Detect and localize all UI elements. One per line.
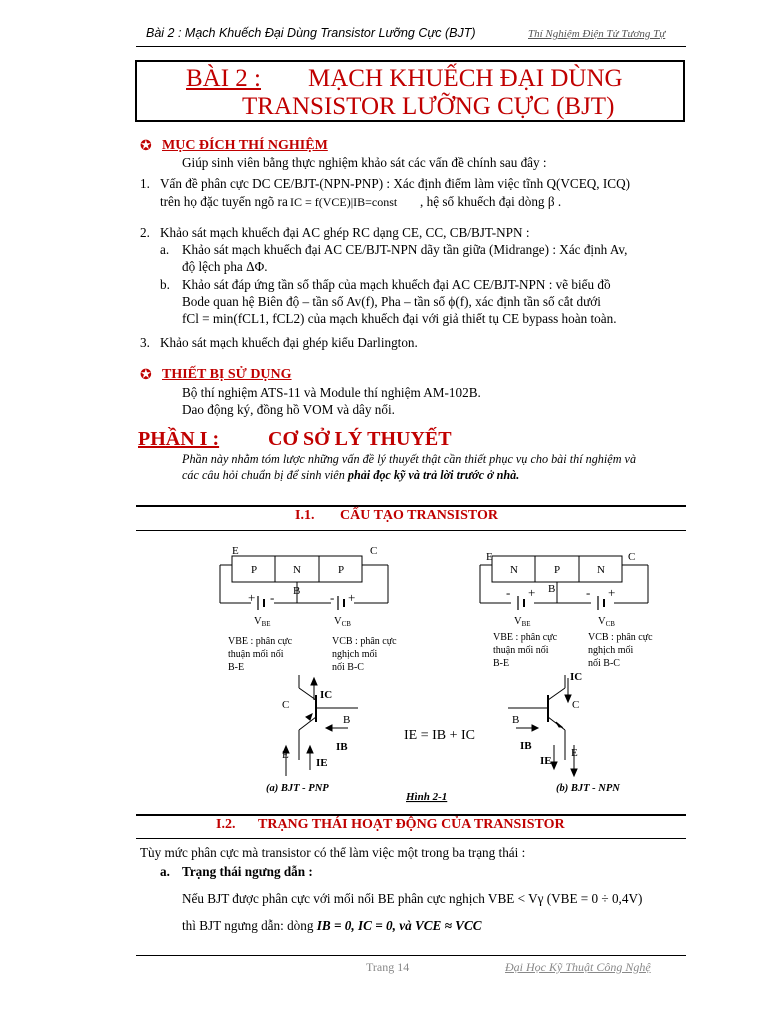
footer-school: Đại Học Kỹ Thuật Công Nghệ <box>505 960 651 974</box>
svg-text:VBE: VBE <box>514 616 531 628</box>
svg-text:-: - <box>330 590 335 605</box>
svg-text:P: P <box>250 564 258 576</box>
svg-text:-: - <box>506 585 511 600</box>
svg-text:+: + <box>608 585 616 600</box>
svg-text:C: C <box>572 699 580 711</box>
item3-line1: Khảo sát mạch khuếch đại ghép kiểu Darlington. <box>160 335 418 350</box>
states-intro: Tùy mức phân cực mà transistor có thể làm việc một trong ba trạng thái : <box>140 845 526 860</box>
section1-num: I.1. <box>295 508 315 523</box>
header-rule <box>136 46 686 47</box>
section2-title: TRẠNG THÁI HOẠT ĐỘNG CỦA TRANSISTOR <box>258 817 565 832</box>
svg-text:IB: IB <box>336 741 348 753</box>
item2b-label: b. <box>160 277 170 292</box>
item2b-line2: Bode quan hệ Biên độ – tần số Av(f), Pha – tần số ϕ(f), xác định tần số cắt dưới <box>182 294 601 309</box>
svg-text:thuận mối nối: thuận mối nối <box>493 645 549 656</box>
svg-text:VCB : phân cực: VCB : phân cực <box>588 632 653 643</box>
svg-text:E: E <box>486 551 493 563</box>
svg-text:B: B <box>343 714 351 726</box>
item3-num: 3. <box>140 335 150 350</box>
svg-text:nối B-C: nối B-C <box>332 662 364 673</box>
state-a-line2: thì BJT ngưng dẫn: dòng IB = 0, IC = 0, và VCE ≈ VCC <box>182 918 482 933</box>
svg-text:E: E <box>232 545 239 557</box>
svg-text:nghịch mối: nghịch mối <box>588 645 634 656</box>
svg-text:-: - <box>270 590 275 605</box>
svg-text:E: E <box>571 747 578 759</box>
item2-line1: Khảo sát mạch khuếch đại AC ghép RC dạng CE, CC, CB/BJT-NPN : <box>160 225 530 240</box>
svg-text:C: C <box>628 551 636 563</box>
header-subject: Thí Nghiệm Điện Tử Tương Tự <box>528 28 666 40</box>
svg-text:IE = IB + IC: IE = IB + IC <box>404 728 476 743</box>
svg-text:IE: IE <box>316 757 328 769</box>
item1-line2b: , hệ số khuếch đại dòng β . <box>420 194 562 209</box>
section2-rule-top <box>136 814 686 816</box>
section2-num: I.2. <box>216 817 236 832</box>
svg-text:IC: IC <box>320 689 333 701</box>
part1-intro-line2: các câu hỏi chuẩn bị để sinh viên phải đọc kỹ và trả lời trước ở nhà. <box>182 468 520 482</box>
svg-text:VBE : phân cực: VBE : phân cực <box>493 632 558 643</box>
svg-text:IB: IB <box>520 740 532 752</box>
state-a-label: a. <box>160 864 170 879</box>
part1-title: CƠ SỞ LÝ THUYẾT <box>268 428 452 450</box>
equipment-heading: THIẾT BỊ SỬ DỤNG <box>162 367 292 382</box>
svg-text:(a) BJT - PNP: (a) BJT - PNP <box>266 783 329 794</box>
svg-text:VBE : phân cực: VBE : phân cực <box>228 636 293 647</box>
item1-formula: IC = f(VCE)|IB=const <box>290 195 398 209</box>
item1-line2a: trên họ đặc tuyến ngõ ra <box>160 194 288 209</box>
svg-text:+: + <box>528 585 536 600</box>
star-icon: ✪ <box>140 368 152 383</box>
title-line1: MẠCH KHUẾCH ĐẠI DÙNG <box>308 65 623 92</box>
svg-text:IE: IE <box>540 755 552 767</box>
svg-text:nối B-C: nối B-C <box>588 658 620 669</box>
item2a-line2: độ lệch pha ΔΦ. <box>182 259 268 274</box>
footer-rule <box>136 955 686 956</box>
svg-text:P: P <box>553 564 561 576</box>
part1-label: PHẦN I : <box>138 428 220 450</box>
svg-text:B-E: B-E <box>228 662 245 673</box>
item1-line1: Vấn đề phân cực DC CE/BJT-(NPN-PNP) : Xác định điểm làm việc tĩnh Q(VCEQ, ICQ) <box>160 176 630 191</box>
title-line2: TRANSISTOR LƯỠNG CỰC (BJT) <box>242 93 615 120</box>
svg-text:thuận mối nối: thuận mối nối <box>228 649 284 660</box>
item2-num: 2. <box>140 225 150 240</box>
svg-text:(b) BJT - NPN: (b) BJT - NPN <box>556 783 620 794</box>
svg-text:B: B <box>512 714 520 726</box>
svg-text:nghịch mối: nghịch mối <box>332 649 378 660</box>
purpose-intro: Giúp sinh viên bằng thực nghiệm khảo sát các vấn đề chính sau đây : <box>182 155 547 170</box>
svg-text:IC: IC <box>570 671 583 683</box>
purpose-heading: MỤC ĐÍCH THÍ NGHIỆM <box>162 138 328 153</box>
svg-text:VBE: VBE <box>254 616 271 628</box>
header-title: Bài 2 : Mạch Khuếch Đại Dùng Transistor Lưỡng Cực (BJT) <box>146 26 476 40</box>
transistor-structure-diagram <box>136 540 686 810</box>
title-prefix: BÀI 2 : <box>186 65 261 92</box>
svg-text:B: B <box>293 585 301 597</box>
item2b-line3: fCl = min(fCL1, fCL2) của mạch khuếch đại với giả thiết tụ CE bypass hoàn toàn. <box>182 311 617 326</box>
svg-text:N: N <box>597 564 605 576</box>
svg-text:B: B <box>548 583 556 595</box>
svg-text:P: P <box>337 564 345 576</box>
section1-rule-bottom <box>136 530 686 531</box>
state-a-line1: Nếu BJT được phân cực với mối nối BE phân cực nghịch VBE < Vγ (VBE = 0 ÷ 0,4V) <box>182 891 643 906</box>
svg-text:-: - <box>586 585 591 600</box>
svg-text:C: C <box>282 699 290 711</box>
page-number: Trang 14 <box>366 960 410 974</box>
svg-text:VCB: VCB <box>334 616 351 628</box>
svg-text:+: + <box>248 590 256 605</box>
equipment-line1: Bộ thí nghiệm ATS-11 và Module thí nghiệm AM-102B. <box>182 385 481 400</box>
svg-text:B-E: B-E <box>493 658 510 669</box>
item2b-line1: Khảo sát đáp ứng tần số thấp của mạch khuếch đại AC CE/BJT-NPN : vẽ biểu đồ <box>182 277 611 292</box>
svg-text:VCB: VCB <box>598 616 615 628</box>
svg-text:Hình 2-1: Hình 2-1 <box>406 791 448 803</box>
item1-num: 1. <box>140 176 150 191</box>
equipment-line2: Dao động ký, đồng hồ VOM và dây nối. <box>182 402 395 417</box>
svg-text:+: + <box>348 590 356 605</box>
section2-rule-bottom <box>136 838 686 839</box>
item2a-label: a. <box>160 242 170 257</box>
part1-intro-line1: Phần này nhằm tóm lược những vấn đề lý thuyết thật cần thiết phục vụ cho bài thí nghiệm và <box>182 452 637 466</box>
svg-text:E: E <box>282 749 289 761</box>
state-a-title: Trạng thái ngưng dẫn : <box>182 864 313 879</box>
svg-text:C: C <box>370 545 378 557</box>
item2a-line1: Khảo sát mạch khuếch đại AC CE/BJT-NPN dãy tần giữa (Midrange) : Xác định Av, <box>182 242 628 257</box>
section1-rule-top <box>136 505 686 507</box>
svg-text:N: N <box>293 564 301 576</box>
svg-text:VCB : phân cực: VCB : phân cực <box>332 636 397 647</box>
section1-title: CẤU TẠO TRANSISTOR <box>340 508 498 523</box>
star-icon: ✪ <box>140 139 152 154</box>
svg-text:N: N <box>510 564 518 576</box>
